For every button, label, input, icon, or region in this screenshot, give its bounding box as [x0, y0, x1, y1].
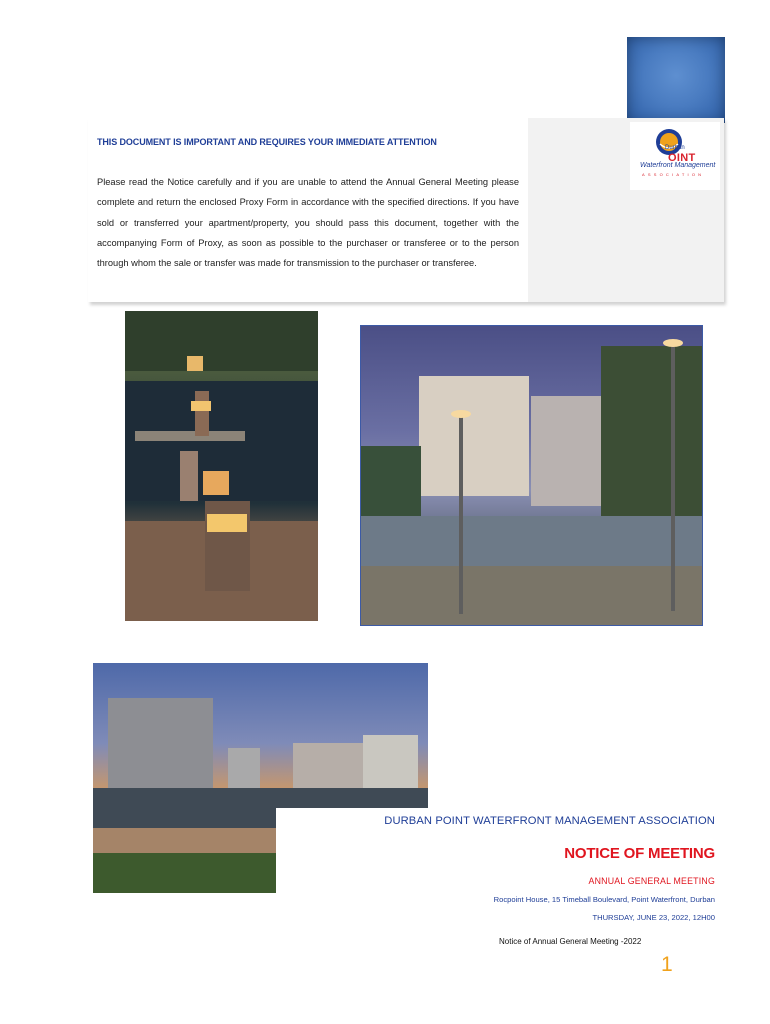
meeting-type: ANNUAL GENERAL MEETING	[588, 876, 715, 886]
footer-text: Notice of Annual General Meeting -2022	[499, 937, 642, 946]
meeting-date: THURSDAY, JUNE 23, 2022, 12H00	[592, 913, 715, 922]
notice-of-meeting-title: NOTICE OF MEETING	[564, 845, 715, 862]
logo-text-durban: Durban	[665, 145, 685, 151]
notice-body: Please read the Notice carefully and if you are unable to attend the Annual General Meeting please complete and return the enclosed Proxy Form in accordance with the specified directions. If you have sold or transferred your apartment/property, you should pass this document, together with the accompanying Form of Proxy, as soon as possible to the purchaser or transferee or to the person through whom the sale or transfer was made for transmission to the purchaser or transferee.	[97, 177, 519, 269]
association-name: DURBAN POINT WATERFRONT MANAGEMENT ASSOCIATION	[384, 815, 715, 827]
decorative-blue-square	[627, 37, 725, 123]
meeting-address: Rocpoint House, 15 Timeball Boulevard, Point Waterfront, Durban	[493, 895, 715, 904]
association-logo	[630, 122, 720, 190]
photo-waterfront-buildings	[360, 325, 703, 626]
page-number: 1	[661, 953, 673, 976]
logo-text-waterfront: Waterfront Management	[640, 162, 716, 169]
photo-waterfront-lanterns	[125, 311, 318, 621]
logo-text-point: OINT	[668, 152, 696, 164]
notice-heading: THIS DOCUMENT IS IMPORTANT AND REQUIRES YOUR IMMEDIATE ATTENTION	[97, 137, 437, 147]
logo-text-association: ASSOCIATION	[642, 172, 705, 177]
